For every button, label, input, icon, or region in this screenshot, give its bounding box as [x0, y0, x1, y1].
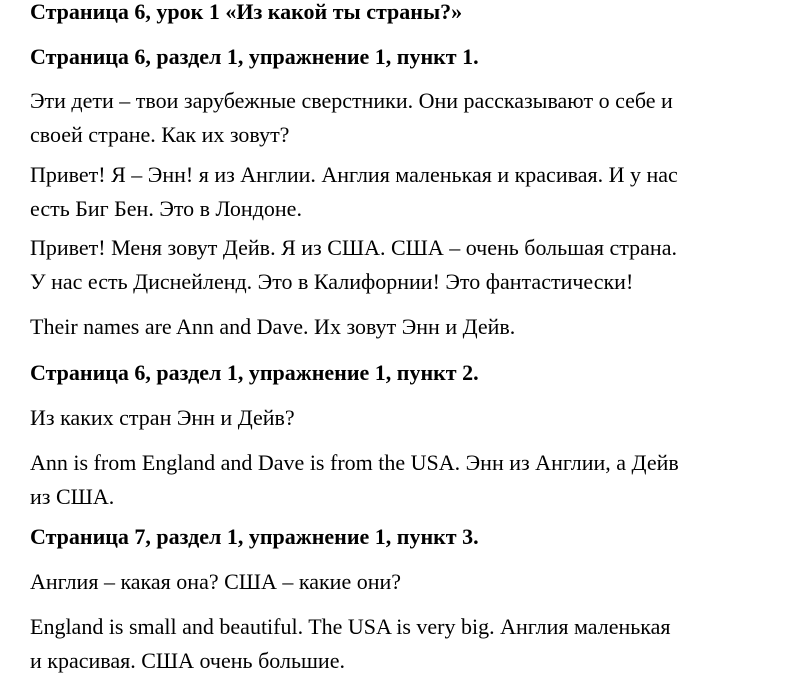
- paragraph-line: Эти дети – твои зарубежные сверстники. Они рассказывают о себе и: [30, 88, 673, 113]
- section-heading-1: Страница 6, раздел 1, упражнение 1, пункт 1.: [30, 44, 479, 69]
- paragraph-question-what: [30, 565, 790, 599]
- paragraph-intro: [30, 84, 790, 152]
- paragraph-dave: [30, 231, 790, 299]
- paragraph-line: У нас есть Диснейленд. Это в Калифорнии! Это фантастически!: [30, 269, 634, 294]
- paragraph-line: England is small and beautiful. The USA is very big. Англия маленькая: [30, 614, 671, 639]
- paragraph-question-countries: [30, 401, 790, 435]
- paragraph-line: и красивая. США очень большие.: [30, 648, 345, 673]
- paragraph-countries-answer: [30, 446, 790, 514]
- paragraph-line: своей стране. Как их зовут?: [30, 122, 290, 147]
- paragraph-line: есть Биг Бен. Это в Лондоне.: [30, 196, 302, 221]
- paragraph-ann: [30, 158, 790, 226]
- paragraph-line: Their names are Ann and Dave. Их зовут Энн и Дейв.: [30, 314, 516, 339]
- paragraph-line: Привет! Меня зовут Дейв. Я из США. США – очень большая страна.: [30, 235, 677, 260]
- paragraph-line: из США.: [30, 484, 115, 509]
- paragraph-line: Из каких стран Энн и Дейв?: [30, 405, 295, 430]
- paragraph-line: Ann is from England and Dave is from the USA. Энн из Англии, а Дейв: [30, 450, 679, 475]
- paragraph-what-answer: [30, 610, 790, 678]
- paragraph-names-answer: [30, 310, 790, 344]
- section-heading-2: Страница 6, раздел 1, упражнение 1, пункт 2.: [30, 360, 479, 385]
- paragraph-line: Привет! Я – Энн! я из Англии. Англия маленькая и красивая. И у нас: [30, 162, 678, 187]
- paragraph-line: Англия – какая она? США – какие они?: [30, 569, 402, 594]
- section-heading-3: Страница 7, раздел 1, упражнение 1, пункт 3.: [30, 524, 479, 549]
- lesson-title: Страница 6, урок 1 «Из какой ты страны?»: [30, 0, 463, 24]
